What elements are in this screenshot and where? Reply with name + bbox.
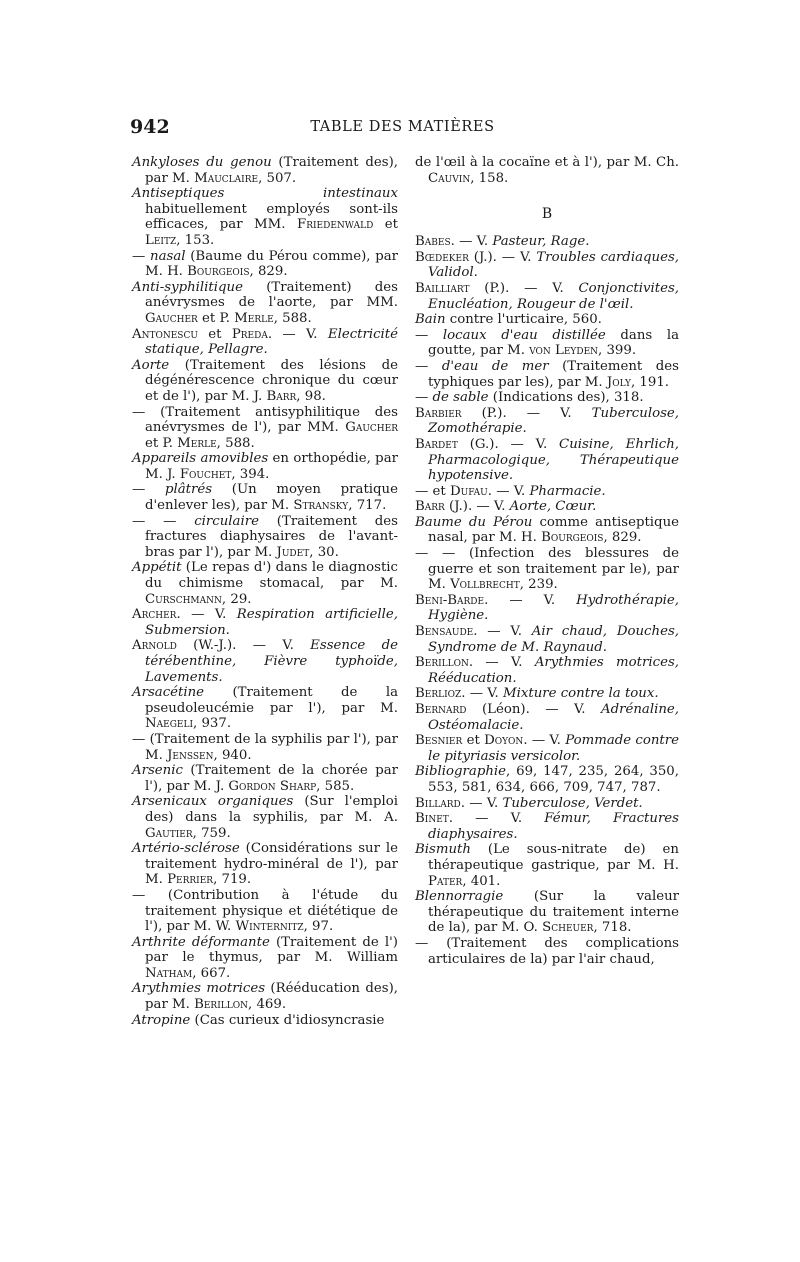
index-entry: — et Dufau. — V. Pharmacie. [415,483,606,499]
index-entry: Bardet (G.). — V. Cuisine, Ehrlich, Pharmacologique, Thérapeutique hypotensive. [415,436,679,484]
index-entry: Arnold (W.-J.). — V. Essence de térébenthine, Fièvre typhoïde, Lavements. [132,638,398,685]
right-column-entries [415,234,679,967]
index-entry: Binet. — V. Fémur, Fractures diaphysaires. [415,811,679,842]
index-entry: Babes. — V. Pasteur, Rage. [415,234,590,250]
index-entry: — (Traitement des complications articulaires de la) par l'air chaud, [415,935,679,967]
index-entry: — (Traitement de la syphilis par l'), par M. Jenssen, 940. [132,731,398,763]
index-entry: Aorte (Traitement des lésions de dégénérescence chronique du cœur et de l'), par M. J. Barr, 98. [132,357,398,404]
index-entry: Billard. — V. Tuberculose, Verdet. [415,795,643,811]
index-entry: Artério-sclérose (Considérations sur le traitement hydro-minéral de l'), par M. Perrier, 719. [132,841,398,888]
index-entry: Barr (J.). — V. Aorte, Cœur. [415,499,597,515]
index-entry: Bain contre l'urticaire, 560. [415,312,602,328]
index-entry: Beni-Barde. — V. Hydrothérapie, Hygiène. [415,592,679,624]
index-entry: Arsacétine (Traitement de la pseudoleucémie par l'), par M. Naegeli, 937. [132,685,398,732]
index-entry: Appétit (Le repas d') dans le diagnostic du chimisme stomacal, par M. Curschmann, 29. [132,560,398,607]
index-entry: Berlioz. — V. Mixture contre la toux. [415,686,659,702]
index-entry: Blennorragie (Sur la valeur thérapeutique du traitement interne de la), par M. O. Scheuer, 718. [415,889,679,936]
index-entry: Archer. — V. Respiration artificielle, Submersion. [132,607,398,638]
index-entry: Ankyloses du genou (Traitement des), par M. Mauclaire, 507. [132,155,398,186]
index-entry: Bismuth (Le sous-nitrate de) en thérapeutique gastrique, par M. H. Pater, 401. [415,842,679,889]
section-letter: B [541,206,553,223]
index-entry: Arthrite déformante (Traitement de l') par le thymus, par M. William Natham, 667. [132,934,398,981]
index-entry: Arsenic (Traitement de la chorée par l'), par M. J. Gordon Sharp, 585. [132,763,398,794]
index-entry: Bernard (Léon). — V. Adrénaline, Ostéomalacie. [415,702,679,733]
index-entry: — (Traitement antisyphilitique des anévrysmes de l'), par MM. Gaucher et P. Merle, 588. [132,404,398,451]
index-entry: Besnier et Doyon. — V. Pommade contre le pityriasis versicolor. [415,733,679,764]
page-title: TABLE DES MATIÈRES [310,119,495,135]
index-entry: Antonescu et Preda. — V. Electricité statique, Pellagre. [132,326,398,358]
index-entry: Anti-syphilitique (Traitement) des anévrysmes de l'aorte, par MM. Gaucher et P. Merle, 588. [132,279,398,326]
index-entry: — d'eau de mer (Traitement des typhiques par les), par M. Joly, 191. [415,358,679,390]
index-entry: — locaux d'eau distillée dans la goutte, par M. von Leyden, 399. [415,327,679,359]
index-entry: Bœdeker (J.). — V. Troubles cardiaques, Validol. [415,249,679,281]
page-number: 942 [130,116,170,138]
index-entry: — nasal (Baume du Pérou comme), par M. H. Bourgeois, 829. [132,248,398,280]
index-entry: Bibliographie, 69, 147, 235, 264, 350, 553, 581, 634, 666, 709, 747, 787. [415,764,679,795]
left-column [132,155,398,1028]
index-entry: Baume du Pérou comme antiseptique nasal, par M. H. Bourgeois, 829. [415,514,679,546]
index-entry: — — circulaire (Traitement des fractures diaphysaires de l'avant-bras par l'), par M. Judet, 30. [132,513,398,560]
index-entry: Berillon. — V. Arythmies motrices, Rééducation. [415,655,679,686]
index-entry: Arythmies motrices (Rééducation des), par M. Berillon, 469. [132,981,398,1013]
index-entry: Antiseptiques intestinaux habituellement employés sont-ils efficaces, par MM. Friedenwald et Leitz, 153. [132,186,398,248]
index-entry: Barbier (P.). — V. Tuberculose, Zomothérapie. [415,405,679,437]
index-entry: Arsenicaux organiques (Sur l'emploi des) dans la syphilis, par M. A. Gautier, 759. [132,794,398,841]
right-column [415,155,679,967]
page-header [130,116,675,140]
right-column-continuation [415,155,679,186]
index-entry: — plâtrés (Un moyen pratique d'enlever les), par M. Stransky, 717. [132,482,398,514]
index-entry: — — (Infection des blessures de guerre et son traitement par le), par M. Vollbrecht, 239. [415,546,679,593]
index-entry: Appareils amovibles en orthopédie, par M. J. Fouchet, 394. [132,451,398,482]
index-entry: — de sable (Indications des), 318. [415,390,644,406]
index-entry: Atropine (Cas curieux d'idiosyncrasie [132,1012,385,1028]
index-entry: de l'œil à la cocaïne et à l'), par M. Ch. Cauvin, 158. [415,155,679,186]
index-entry: — (Contribution à l'étude du traitement physique et diététique de l'), par M. W. Winternitz, 97. [132,887,398,935]
index-entry: Bailliart (P.). — V. Conjonctivites, Enucléation, Rougeur de l'œil. [415,280,679,312]
index-entry: Bensaude. — V. Air chaud, Douches, Syndrome de M. Raynaud. [415,624,679,655]
